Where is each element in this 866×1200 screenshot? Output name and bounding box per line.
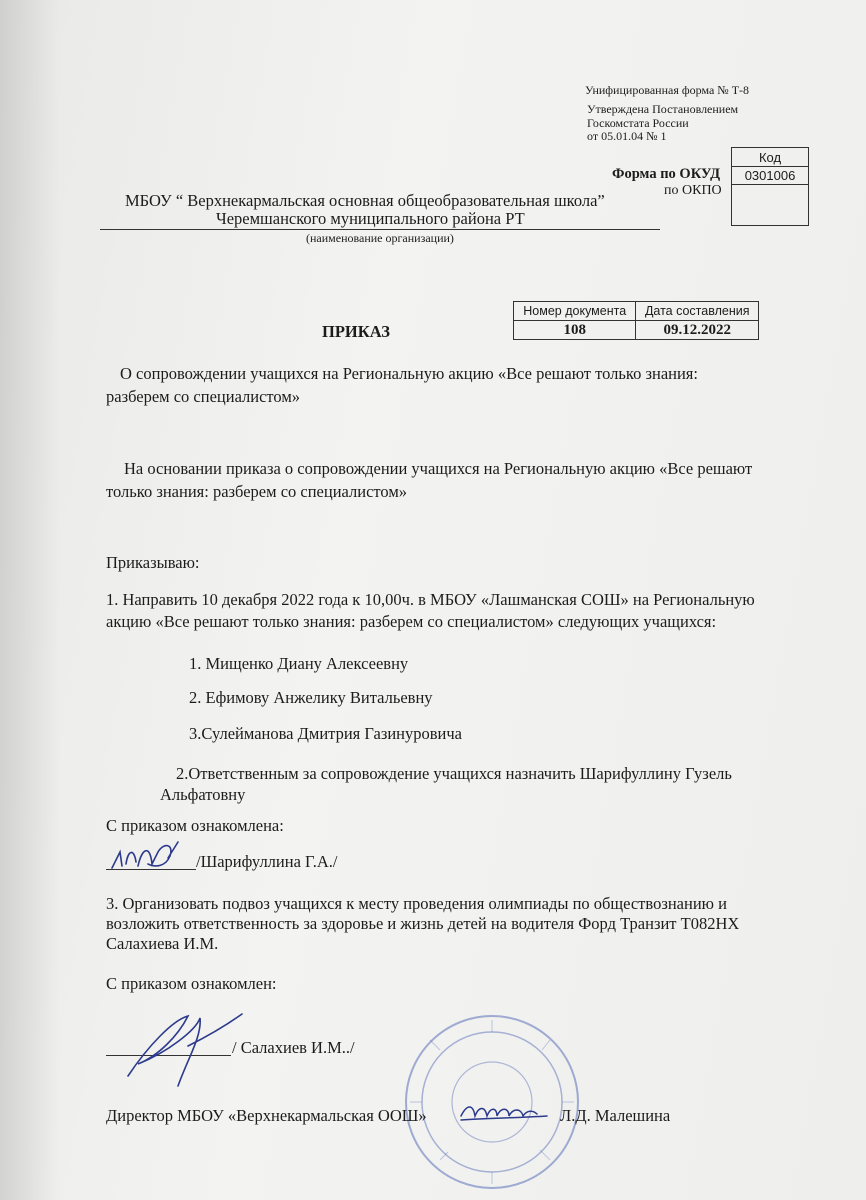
director-label: Директор МБОУ «Верхнекармальская ООШ»: [106, 1106, 427, 1125]
okud-code: 0301006: [732, 167, 809, 185]
organization-line-1: МБОУ “ Верхнекармальская основная общеобразовательная школа”: [125, 191, 605, 210]
basis-line-2: только знания: разберем со специалистом»: [106, 482, 408, 501]
document-number: 108: [514, 321, 636, 340]
approved-line-2: Госкомстата России: [587, 116, 689, 130]
code-label: Код: [732, 148, 809, 167]
page-shadow: [0, 0, 60, 1200]
approved-line-1: Утверждена Постановлением: [587, 102, 739, 116]
okpo-code: [732, 185, 809, 226]
organization-caption: (наименование организации): [306, 231, 454, 245]
number-label: Номер документа: [514, 302, 636, 321]
signature-sharifullina-icon: [108, 838, 198, 874]
code-box: [731, 147, 809, 226]
item3-line-3: Салахиева И.М.: [106, 934, 219, 953]
item3-ack: С приказом ознакомлен:: [106, 974, 277, 993]
student-item: 3.Сулейманова Дмитрия Газинуровича: [189, 724, 462, 743]
item3-signer: / Салахиев И.М../: [232, 1038, 355, 1057]
director-name: Л.Д. Малешина: [560, 1106, 671, 1125]
document-date: 09.12.2022: [636, 321, 759, 340]
subject-line-1: О сопровождении учащихся на Региональную акцию «Все решают только знания:: [120, 364, 698, 383]
organization-underline: [100, 229, 660, 230]
date-label: Дата составления: [636, 302, 759, 321]
form-name: Унифицированная форма № Т-8: [585, 83, 750, 97]
basis-line-1: На основании приказа о сопровождении учащихся на Региональную акцию «Все решают: [124, 459, 753, 478]
item3-line-1: 3. Организовать подвоз учащихся к месту проведения олимпиады по обществознанию и: [106, 894, 727, 913]
item2-line-2: Альфатовну: [160, 785, 246, 804]
approved-line-3: от 05.01.04 № 1: [587, 129, 667, 143]
item2-signer: /Шарифуллина Г.А./: [196, 852, 338, 871]
item3-line-2: возложить ответственность за здоровье и жизнь детей на водителя Форд Транзит Т082НХ: [106, 914, 740, 933]
okpo-label: по ОКПО: [664, 183, 722, 198]
item2-line-1: 2.Ответственным за сопровождение учащихся назначить Шарифуллину Гузель: [176, 764, 732, 783]
item2-ack: С приказом ознакомлена:: [106, 816, 284, 835]
student-item: 1. Мищенко Диану Алексеевну: [189, 654, 409, 673]
student-item: 2. Ефимову Анжелику Витальевну: [189, 688, 433, 707]
document-number-box: [513, 301, 759, 340]
item1-line-2: акцию «Все решают только знания: разберем со специалистом» следующих учащихся:: [106, 612, 717, 631]
order-word: Приказываю:: [106, 553, 200, 572]
subject-line-2: разберем со специалистом»: [106, 387, 301, 406]
okud-label: Форма по ОКУД: [612, 166, 721, 182]
document-title: ПРИКАЗ: [322, 322, 390, 341]
item1-line-1: 1. Направить 10 декабря 2022 года к 10,00ч. в МБОУ «Лашманская СОШ» на Региональную: [106, 590, 755, 609]
signature-director-icon: [457, 1096, 552, 1126]
organization-line-2: Черемшанского муниципального района РТ: [216, 209, 525, 228]
signature-salakhiev-icon: [118, 1006, 248, 1092]
